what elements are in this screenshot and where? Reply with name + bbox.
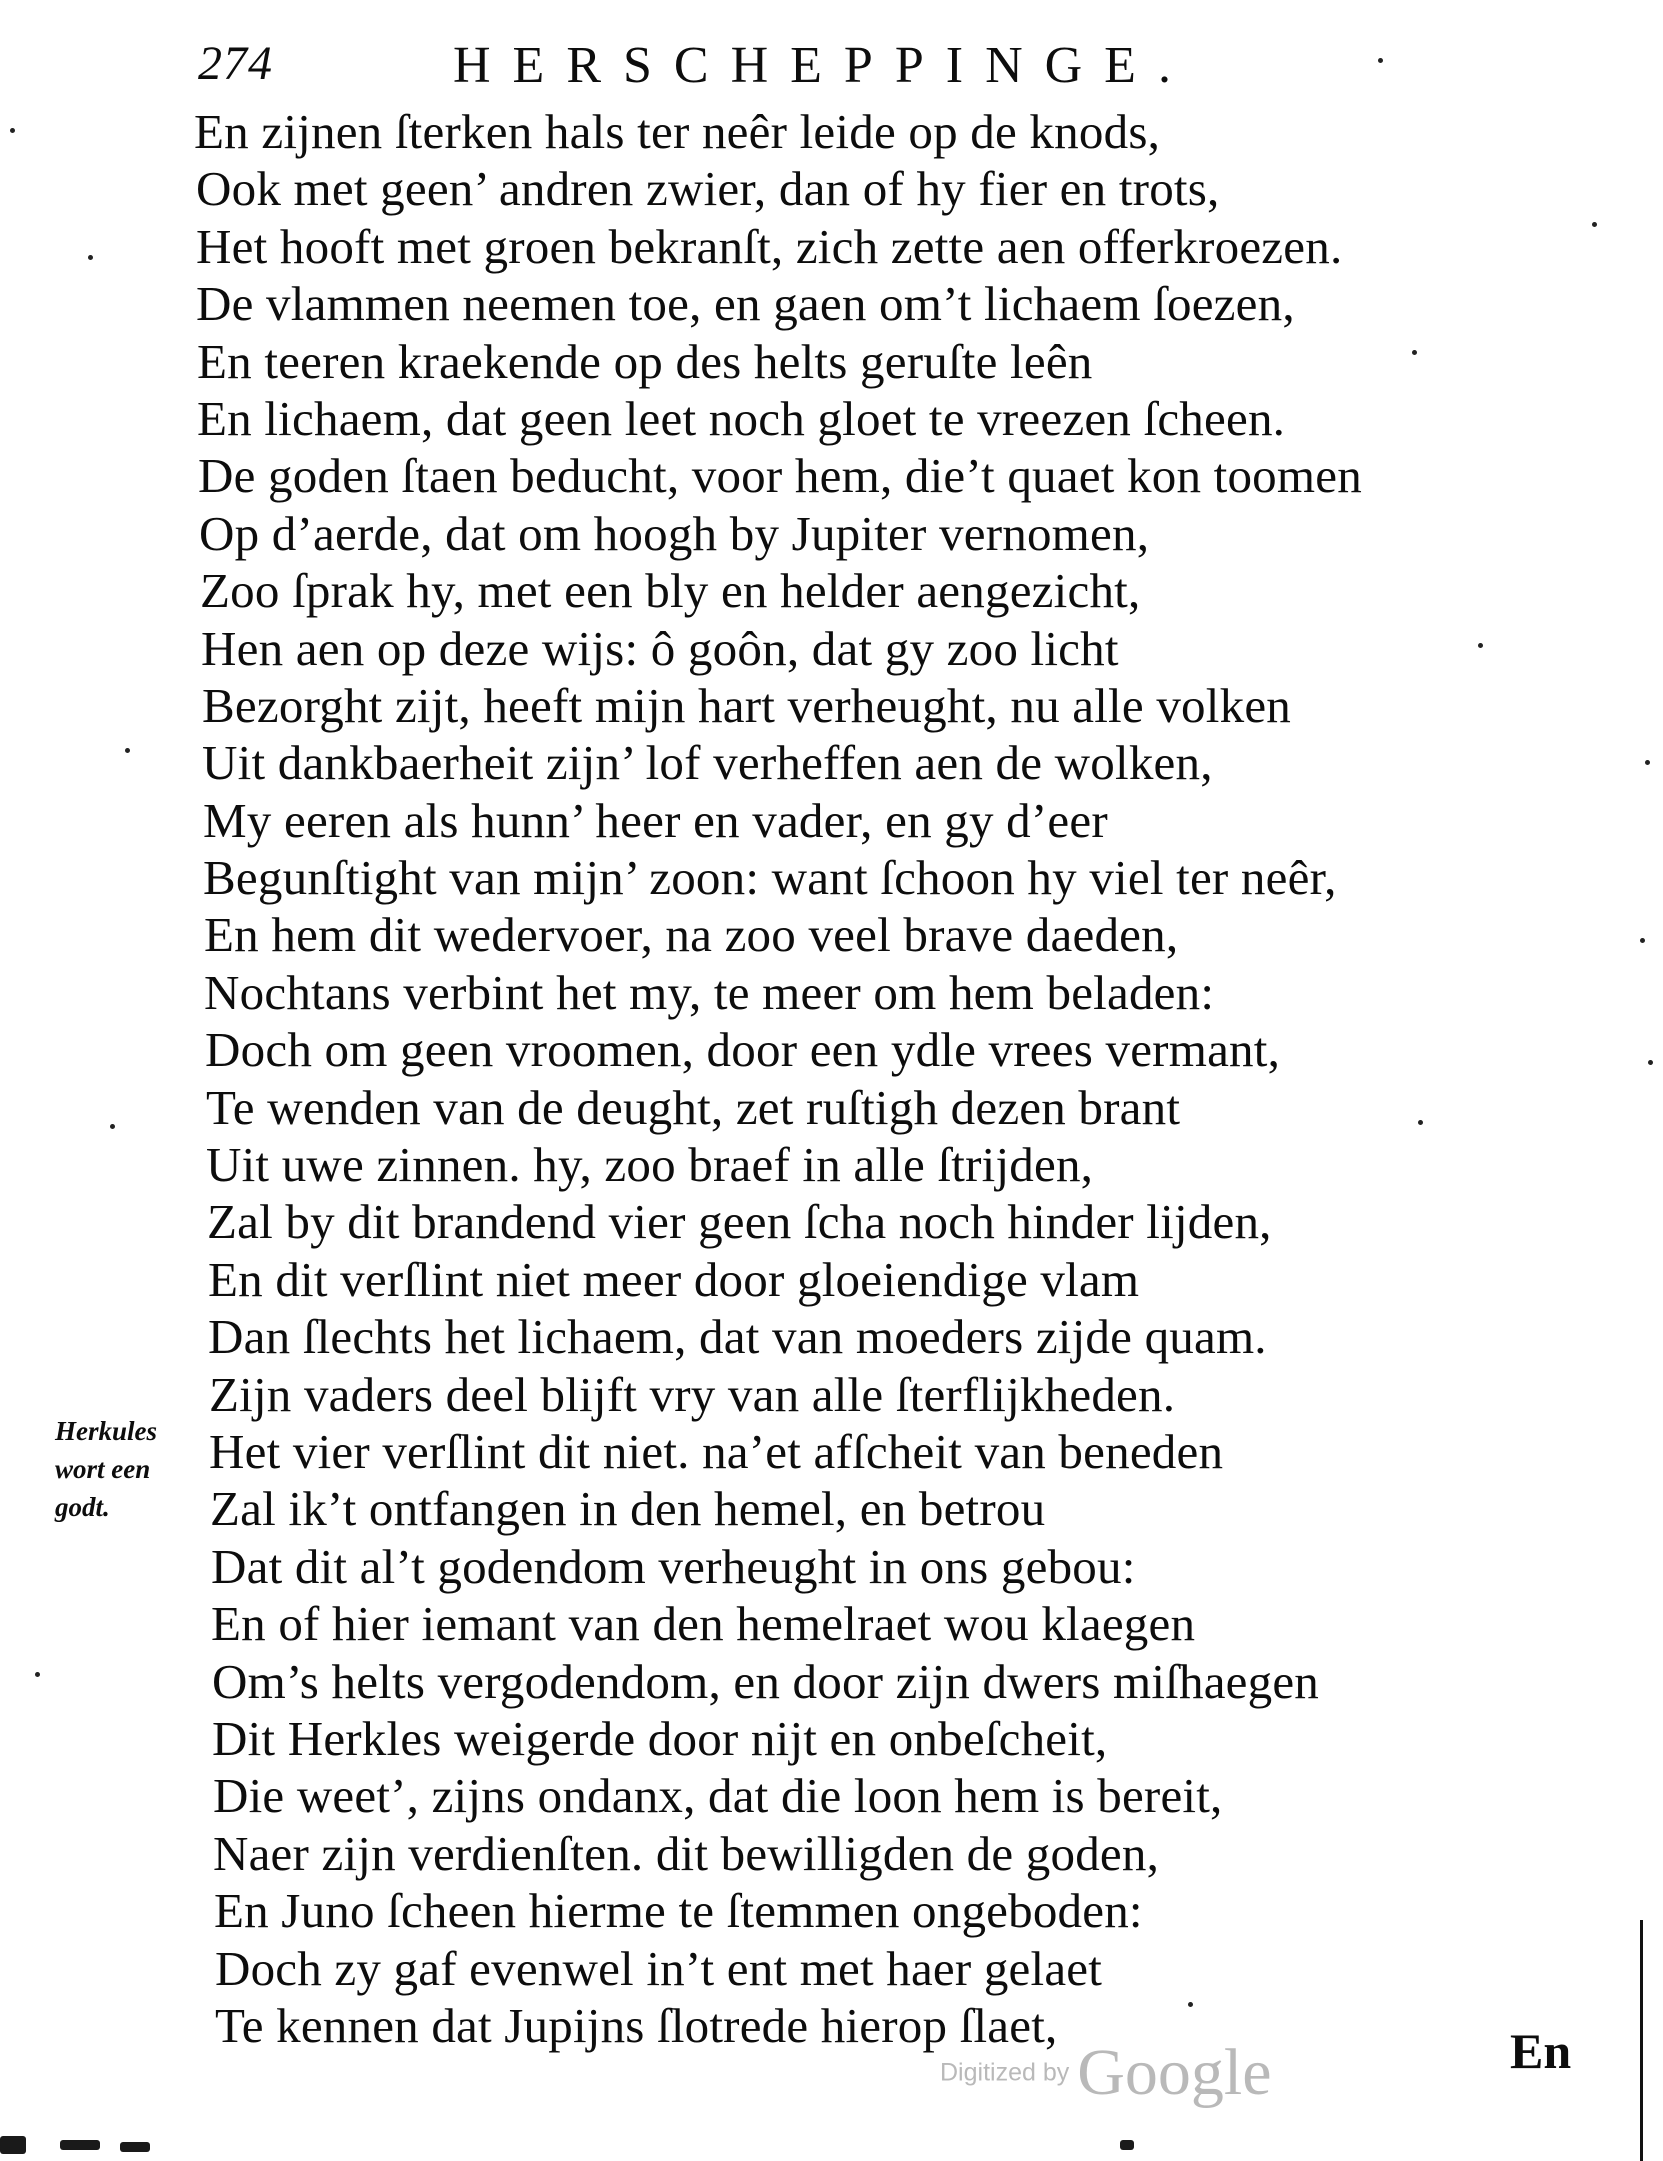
verse-line: Begunſtight van mijn’ zoon: want ſchoon hy viel ter neêr,	[203, 850, 1337, 906]
verse-line: Zal ik’t ontfangen in den hemel, en betrou	[210, 1481, 1046, 1537]
page-number: 274	[198, 37, 273, 90]
verse-line: Ook met geen’ andren zwier, dan of hy fier en trots,	[196, 161, 1220, 217]
verse-line: My eeren als hunn’ heer en vader, en gy d’eer	[203, 792, 1108, 848]
verse-line: Op d’aerde, dat om hoogh by Jupiter vernomen,	[199, 505, 1150, 561]
watermark-prefix: Digitized by	[940, 2058, 1070, 2087]
verse-line: En of hier iemant van den hemelraet wou klaegen	[211, 1596, 1196, 1652]
verse-line: Doch zy gaf evenwel in’t ent met haer gelaet	[215, 1940, 1103, 1996]
digitized-watermark	[940, 2035, 1272, 2111]
verse-line: Het vier verſlint dit niet. na’et afſcheit van beneden	[209, 1423, 1224, 1479]
page-header	[198, 36, 1418, 106]
verse-line: En zijnen ſterken hals ter neêr leide op de knods,	[194, 104, 1161, 159]
verse-line: En lichaem, dat geen leet noch gloet te vreezen ſcheen.	[197, 390, 1286, 446]
verse-line: Die weet’, zijns ondanx, dat die loon hem is bereit,	[213, 1768, 1223, 1824]
next-page-bleed	[0, 2130, 1663, 2161]
verse-line: En teeren kraekende op des helts geruſte leên	[197, 333, 1093, 389]
margin-note-line: wort een	[55, 1454, 151, 1484]
verse-line: Het hooft met groen bekranſt, zich zette aen offerkroezen.	[196, 218, 1343, 274]
verse-line: Bezorght zijt, heeft mijn hart verheught, nu alle volken	[202, 677, 1292, 733]
verse-line: Nochtans verbint het my, te meer om hem beladen:	[204, 964, 1215, 1020]
verse-line: Dan ſlechts het lichaem, dat van moeders zijde quam.	[208, 1309, 1267, 1365]
verse-line: De goden ſtaen beducht, voor hem, die’t quaet kon toomen	[198, 448, 1362, 504]
verse-line: Doch om geen vroomen, door een ydle vrees vermant,	[205, 1022, 1281, 1078]
page-edge-rule	[1640, 1920, 1643, 2161]
verse-line: Dat dit al’t godendom verheught in ons gebou:	[211, 1538, 1136, 1594]
verse-line: Te kennen dat Jupijns ſlotrede hierop ſlaet,	[215, 1997, 1058, 2053]
margin-note-line: godt.	[55, 1492, 110, 1522]
margin-note-line: Herkules	[55, 1416, 158, 1446]
verse-line: En hem dit wedervoer, na zoo veel brave daeden,	[204, 907, 1179, 963]
verse-line: Zoo ſprak hy, met een bly en helder aengezicht,	[200, 563, 1141, 619]
verse-line: En dit verſlint niet meer door gloeiendige vlam	[208, 1251, 1140, 1307]
verse-line: Uit dankbaerheit zijn’ lof verheffen aen de wolken,	[202, 735, 1213, 791]
running-title: HERSCHEPPINGE.	[453, 37, 1193, 94]
verse-line: Zal by dit brandend vier geen ſcha noch hinder lijden,	[207, 1194, 1272, 1250]
catchword: En	[1510, 2023, 1572, 2079]
verse-line: Dit Herkles weigerde door nijt en onbeſcheit,	[212, 1710, 1108, 1766]
verse-line: Naer zijn verdienſten. dit bewilligden de goden,	[213, 1825, 1160, 1881]
verse-line: Zijn vaders deel blijft vry van alle ſterflijkheden.	[209, 1366, 1176, 1422]
verse-line: En Juno ſcheen hierme te ſtemmen ongeboden:	[214, 1883, 1143, 1939]
verse-line: Te wenden van de deught, zet ruſtigh dezen brant	[206, 1079, 1181, 1135]
verse-line: Hen aen op deze wijs: ô goôn, dat gy zoo licht	[201, 620, 1119, 676]
verse-line: Uit uwe zinnen. hy, zoo braef in alle ſtrijden,	[206, 1137, 1094, 1193]
watermark-brand: Google	[1077, 2036, 1272, 2109]
margin-note	[55, 1412, 195, 1526]
verse-line: Om’s helts vergodendom, en door zijn dwers miſhaegen	[212, 1653, 1320, 1709]
verse-line: De vlammen neemen toe, en gaen om’t lichaem ſoezen,	[196, 276, 1295, 332]
verse-text	[194, 103, 1614, 2054]
